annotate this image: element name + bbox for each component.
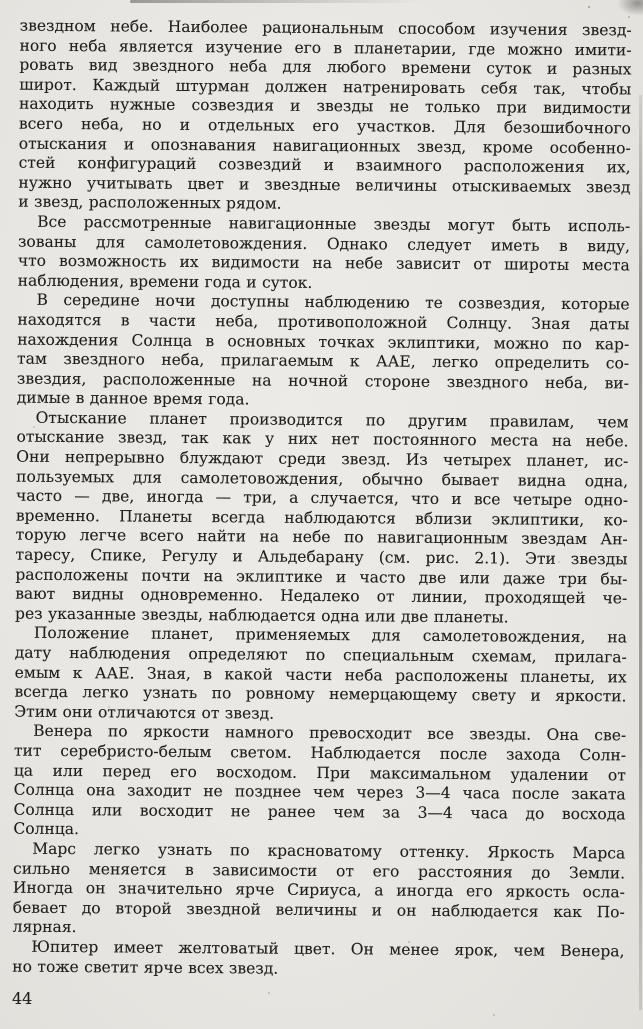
- text-line: вают видны одновременно. Недалеко от линии, проходящей че-: [15, 584, 628, 608]
- text-line: и звезд, расположенных рядом.: [18, 192, 282, 214]
- text-line: димые в данное время года.: [16, 388, 250, 409]
- text-line: звездном небе. Наиболее рациональным способом изучения звезд-: [19, 16, 632, 40]
- text-line: В середине ночи доступны наблюдению те созвездия, которые: [36, 291, 630, 314]
- text-line: зованы для самолетовождения. Однако следует иметь в виду,: [17, 232, 631, 255]
- scan-speckles: [588, 6, 590, 8]
- text-line: пользуемых для самолетовождения, обычно бывает видна одна,: [16, 467, 629, 491]
- text-line: наблюдения, времени года и суток.: [17, 271, 313, 292]
- text-line: широт. Каждый штурман должен натренировать себя так, чтобы: [19, 75, 632, 99]
- text-line: всегда легко узнать по ровному немерцающему свету и яркости.: [14, 682, 627, 706]
- text-line: но тоже светит ярче всех звезд.: [12, 957, 279, 978]
- text-line: Они непрерывно блуждают среди звезд. Из четырех планет, ис-: [16, 447, 629, 471]
- text-line: находить нужные созвездия и звезды не только при видимости: [19, 94, 632, 118]
- scan-edge-line: [639, 95, 642, 1010]
- paragraph-7: [13, 840, 626, 943]
- text-line: Иногда он значительно ярче Сириуса, а иногда его яркость осла-: [12, 878, 625, 902]
- text-line: Венера по яркости намного превосходит все звезды. Она све-: [33, 722, 627, 745]
- text-line: что возможность их видимости на небе зависит от широты места: [17, 251, 630, 275]
- text-line: ровать вид звездного неба для любого времени суток и разных: [19, 55, 632, 79]
- paragraph-8: [12, 937, 624, 981]
- text-line: часто — две, иногда — три, а случается, что и все четыре одно-: [15, 486, 629, 510]
- text-line: тит серебристо-белым светом. Наблюдается после захода Солн-: [13, 741, 627, 765]
- text-line: Отыскание планет производится по другим правилам, чем: [35, 408, 629, 432]
- text-line: торую легче всего найти на небе по навигационным звездам Ан-: [15, 526, 628, 549]
- text-line: временно. Планеты всегда наблюдаются вблизи эклиптики, ко-: [15, 506, 628, 530]
- text-line: сильно меняется в зависимости от его расстояния до Земли.: [13, 859, 626, 882]
- text-line: отыскания и опознавания навигационных звезд, кроме особенно-: [18, 134, 631, 157]
- paragraph-6: [13, 722, 626, 844]
- text-line: емым к ААЕ. Зная, в какой части неба расположены планеты, их: [14, 663, 627, 686]
- text-line: Все рассмотренные навигационные звезды могут быть исполь-: [37, 212, 631, 236]
- page-number: 44: [12, 989, 33, 1008]
- text-line: там звездного неба, прилагаемым к ААЕ, легко определить со-: [17, 349, 630, 373]
- text-line: находятся в части неба, противоположной Солнцу. Зная даты: [17, 310, 630, 334]
- text-line: ца или перед его восходом. При максимальном удалении от: [13, 761, 626, 784]
- text-line: Солнца она заходит не позднее чем через 3—4 часа после заката: [13, 780, 626, 804]
- text-line: расположены почти на эклиптике и часто две или даже три бы-: [15, 565, 628, 589]
- paragraph-1: [18, 17, 632, 218]
- scan-smudge-top: [130, 0, 425, 3]
- text-line: бевает до второй звездной величины и он наблюдается как По-: [12, 898, 625, 922]
- text-line: ного неба является изучение его в планетарии, где можно имити-: [19, 36, 632, 60]
- text-line: стей конфигураций созвездий и взаимного расположения их,: [18, 153, 631, 177]
- text-line: Солнца или восходит не ранее чем за 3—4 часа до восхода: [13, 800, 626, 824]
- text-line: звездия, расположенные на ночной стороне звездного неба, ви-: [16, 369, 629, 393]
- text-line: Юпитер имеет желтоватый цвет. Он менее ярок, чем Венера,: [31, 937, 625, 961]
- text-line: всего неба, но и отдельных его участков. Для безошибочного: [18, 114, 631, 138]
- paragraph-5: [14, 624, 627, 727]
- text-line: Положение планет, применяемых для самолетовождения, на: [33, 624, 627, 647]
- text-line: нахождения Солнца в основных точках эклиптики, можно по кар-: [17, 330, 630, 353]
- text-line: Этим они отличаются от звезд.: [14, 702, 275, 723]
- text-line: рез указанные звезды, наблюдается одна или две планеты.: [15, 604, 509, 627]
- paragraph-3: [17, 291, 630, 413]
- text-line: лярная.: [12, 917, 77, 937]
- page-text: [12, 17, 632, 982]
- text-line: дату наблюдения определяют по специальным схемам, прилага-: [14, 643, 627, 667]
- paragraph-4: [15, 408, 629, 628]
- text-line: отыскание звезд, так как у них нет постоянного места на небе.: [16, 428, 629, 451]
- paragraph-2: [18, 213, 631, 296]
- scan-smudge-corner: [617, 0, 643, 16]
- text-line: Марс легко узнать по красноватому оттенку. Яркость Марса: [32, 839, 626, 863]
- text-line: нужно учитывать цвет и звездные величины отыскиваемых звезд: [18, 173, 631, 197]
- text-line: Солнца.: [13, 819, 79, 839]
- text-line: таресу, Спике, Регулу и Альдебарану (см. рис. 2.1). Эти звезды: [15, 545, 628, 569]
